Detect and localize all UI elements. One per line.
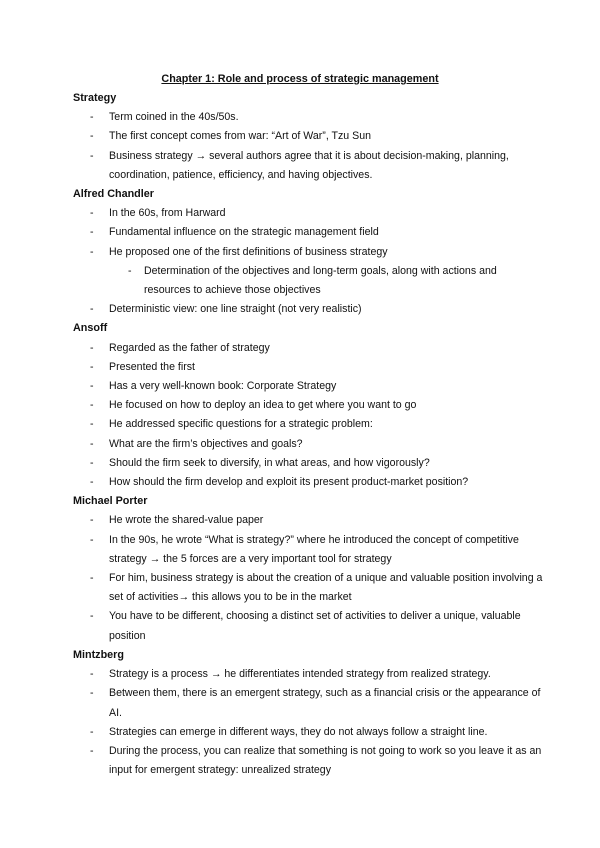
list-item-text: What are the firm’s objectives and goals? xyxy=(109,437,303,450)
bullet-dash: - xyxy=(90,687,94,700)
bullet-dash: - xyxy=(90,610,94,623)
bullet-dash: - xyxy=(90,572,94,585)
section-list-ansoff xyxy=(73,339,543,493)
list-item xyxy=(73,569,543,607)
list-item xyxy=(73,607,543,645)
bullet-dash: - xyxy=(90,514,94,527)
section-list-strategy xyxy=(73,108,543,185)
list-item xyxy=(73,742,543,780)
list-item xyxy=(73,358,543,377)
document-body xyxy=(73,89,543,780)
list-item-text: He wrote the shared-value paper xyxy=(109,514,264,527)
bullet-dash: - xyxy=(90,303,94,316)
list-item-text: Strategies can emerge in different ways, they do not always follow a straight line. xyxy=(109,725,488,738)
list-item xyxy=(73,108,543,127)
list-item-text: Business strategy → several authors agree that it is about decision-making, planning, coordination, patience, efficiency, and having objectives. xyxy=(109,149,509,181)
list-item-text: He proposed one of the first definitions of business strategy xyxy=(109,245,388,258)
list-item-text: Between them, there is an emergent strategy, such as a financial crisis or the appearance of AI. xyxy=(109,687,541,719)
bullet-dash: - xyxy=(90,226,94,239)
list-item xyxy=(73,300,543,319)
list-item-text: During the process, you can realize that something is not going to work so you leave it as an input for emergent strategy: unrealized strategy xyxy=(109,744,542,777)
list-item-text: For him, business strategy is about the creation of a unique and valuable position involving a set of activities→ this allows you to be in the market xyxy=(109,572,543,604)
list-item xyxy=(73,415,543,434)
list-item xyxy=(73,204,543,223)
list-item-text: Fundamental influence on the strategic management field xyxy=(109,226,379,239)
list-item-text: Presented the first xyxy=(109,360,195,373)
bullet-dash: - xyxy=(90,111,94,124)
list-item-text: How should the firm develop and exploit its present product-market position? xyxy=(109,476,469,489)
list-item-text: He addressed specific questions for a strategic problem: xyxy=(109,418,373,431)
list-item-text: In the 60s, from Harward xyxy=(109,207,226,220)
list-item-text: Regarded as the father of strategy xyxy=(109,341,270,354)
list-item xyxy=(73,223,543,242)
list-item xyxy=(73,377,543,396)
list-item xyxy=(73,243,543,262)
list-item-text: He focused on how to deploy an idea to get where you want to go xyxy=(109,399,417,412)
section-heading-strategy: Strategy xyxy=(73,92,117,104)
list-item-text: Should the firm seek to diversify, in what areas, and how vigorously? xyxy=(109,456,430,469)
list-item-text: Has a very well-known book: Corporate Strategy xyxy=(109,380,337,393)
list-item-text: Term coined in the 40s/50s. xyxy=(109,111,239,124)
list-item xyxy=(73,684,543,722)
bullet-dash: - xyxy=(90,668,94,681)
section-list-alfred-chandler xyxy=(73,204,543,319)
list-item-text: You have to be different, choosing a distinct set of activities to deliver a unique, valuable position xyxy=(109,610,521,642)
list-item xyxy=(73,511,543,530)
bullet-dash: - xyxy=(90,725,94,738)
list-item xyxy=(73,396,543,415)
bullet-dash: - xyxy=(90,744,94,757)
bullet-dash: - xyxy=(90,533,94,546)
sub-list-item xyxy=(73,262,543,300)
list-item-text: Strategy is a process → he differentiates intended strategy from realized strategy. xyxy=(109,668,491,681)
list-item xyxy=(73,473,543,492)
list-item xyxy=(73,435,543,454)
bullet-dash: - xyxy=(90,360,94,373)
bullet-dash: - xyxy=(90,476,94,489)
list-item xyxy=(73,339,543,358)
bullet-dash: - xyxy=(90,418,94,431)
bullet-dash: - xyxy=(90,245,94,258)
list-item xyxy=(73,147,543,185)
bullet-dash: - xyxy=(90,207,94,220)
bullet-dash: - xyxy=(90,399,94,412)
list-item xyxy=(73,665,543,684)
list-item xyxy=(73,127,543,146)
section-heading-mintzberg: Mintzberg xyxy=(73,648,124,661)
list-item xyxy=(73,454,543,473)
bullet-dash: - xyxy=(90,380,94,393)
bullet-dash: - xyxy=(128,264,132,277)
bullet-dash: - xyxy=(90,456,94,469)
bullet-dash: - xyxy=(90,341,94,354)
section-heading-alfred-chandler: Alfred Chandler xyxy=(73,188,154,201)
list-item xyxy=(73,531,543,569)
section-list-mintzberg xyxy=(73,665,543,780)
section-list-michael-porter xyxy=(73,511,543,645)
list-item-text: Determination of the objectives and long-term goals, along with actions and resources to achieve those objectives xyxy=(144,264,497,297)
bullet-dash: - xyxy=(90,437,94,450)
section-heading-ansoff: Ansoff xyxy=(73,322,108,335)
list-item xyxy=(73,723,543,742)
bullet-dash: - xyxy=(90,130,94,143)
list-item-text: The first concept comes from war: “Art of War”, Tzu Sun xyxy=(109,130,371,143)
list-item-text: In the 90s, he wrote “What is strategy?” where he introduced the concept of competitive strategy → the 5 forces are a very important tool for strategy xyxy=(109,533,519,565)
document-title: Chapter 1: Role and process of strategic management xyxy=(161,73,439,85)
list-item-text: Deterministic view: one line straight (not very realistic) xyxy=(109,303,362,316)
section-heading-michael-porter: Michael Porter xyxy=(73,495,148,508)
bullet-dash: - xyxy=(90,149,94,162)
